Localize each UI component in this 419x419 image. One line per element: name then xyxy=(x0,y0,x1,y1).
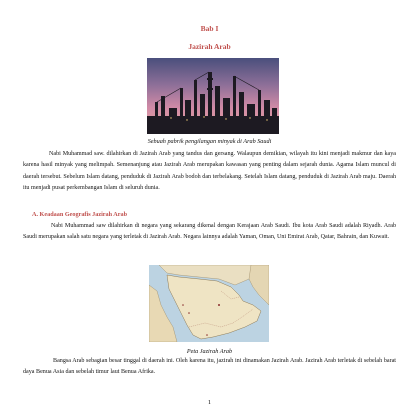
page-number: 1 xyxy=(207,399,212,406)
refinery-photo xyxy=(147,58,279,134)
section-heading: A. Keadaan Geografis Jazirah Arab xyxy=(32,211,128,218)
map-caption: Peta Jazirah Arab xyxy=(186,348,233,355)
refinery-image xyxy=(147,58,279,134)
chapter-title: Jazirah Arab xyxy=(188,42,231,51)
arab-paragraph: Bangsa Arab sebagian besar tinggal di daerah ini. Oleh karena itu, jazirah ini dinamakan Jazirah Arab. Jazirah Arab terletak di sebelah barat daya Benua Asia dan sebelah timur laut Benua Afrika. xyxy=(23,358,396,376)
arabia-map-image xyxy=(149,265,269,342)
chapter-number: Bab I xyxy=(200,24,219,33)
refinery-caption: Sebuah pabrik pengilangan minyak di Arab Saudi xyxy=(147,138,272,145)
intro-paragraph: Nabi Muhammad saw. dilahirkan di Jazirah Arab yang tandus dan gersang. Walaupun demikian, wilayah itu kini menjadi makmur dan kaya karena hasil minyak yang melimpah. Semenanjung atau Jazirah Arab merupakan kawasan yang penting dalam sejarah dunia. Agama Islam muncul di daerah tersebut. Sebelum Islam datang, penduduk di Jazirah Arab bodoh dan terbelakang. Setelah Islam datang, penduduk di Jazirah Arab maju. Daerah itu menjadi pusat perkembangan Islam di seluruh dunia. xyxy=(23,151,396,192)
arabia-map xyxy=(149,265,269,342)
geography-paragraph: Nabi Muhammad saw dilahirkan di negara yang sekarang dikenal dengan Kerajaan Arab Saudi. Ibu kota Arab Saudi adalah Riyadh. Arab Saudi merupakan salah satu negara yang terletak di Jazirah Arab. Negara lainnya adalah Yaman, Oman, Uni Emirat Arab, Qatar, Bahrain, dan Kuwait. xyxy=(23,223,396,241)
